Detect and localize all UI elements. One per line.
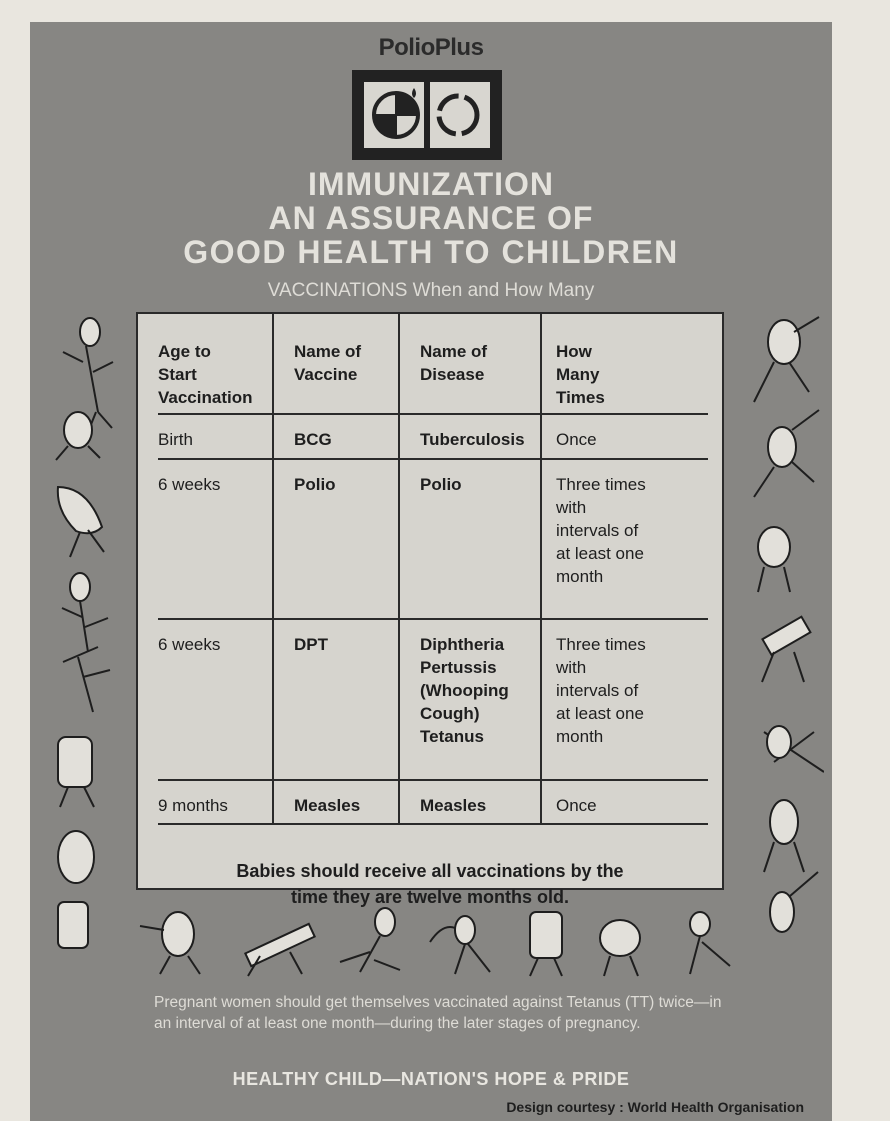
slogan: HEALTHY CHILD—NATION'S HOPE & PRIDE [232,1069,630,1089]
knife-figure-icon [768,427,796,467]
poster [30,22,832,1121]
table-row-4-vaccine: Measles [294,796,361,815]
table-row-4-disease: Measles [420,796,487,815]
left-creature-border [38,312,128,952]
syringe-figure-icon [762,617,810,655]
round-figure-icon [758,527,790,567]
fork-figure-icon [70,573,90,601]
table-row-3-times: Three times with intervals of at least one month [556,635,646,746]
table-row-4-age: 9 months [158,796,228,815]
table-row-4-times: Once [556,796,597,815]
table-row-3-disease: Diphtheria Pertussis (Whooping Cough) Tetanus [420,635,509,746]
table-row-3-vaccine: DPT [294,635,328,654]
header-disease: Name of Disease [420,342,488,384]
spoon-figure-icon [690,912,710,936]
table-row-1-vaccine: BCG [294,430,332,449]
jar-figure-icon [58,902,88,948]
table-note-line-1: Babies should receive all vaccinations by the [236,861,624,881]
round-figure-icon [600,920,640,956]
right-creature-border [734,312,824,952]
pregnancy-note: Pregnant women should get themselves vaccinated against Tetanus (TT) twice—in an interval of at least one month—during the later stages of pregnancy. [154,994,722,1032]
headline-line-1: IMMUNIZATION [307,166,555,202]
design-credit: Design courtesy : World Health Organisation [506,1099,804,1115]
bottle-figure-icon [530,912,562,958]
table-row-1-age: Birth [158,430,193,449]
bottom-creature-border [130,902,750,982]
fork-figure-icon [375,908,395,936]
header-age: Age to Start Vaccination [158,342,253,407]
table-row-2-vaccine: Polio [294,475,336,494]
header-times: How Many Times [556,342,605,407]
pin-figure-icon [768,320,800,364]
table-row-2-times: Three times with intervals of at least one month [556,475,646,586]
table-row-3-age: 6 weeks [158,635,221,654]
syringe-figure-icon [245,924,314,966]
headline-line-3: GOOD HEALTH TO CHILDREN [183,234,679,270]
hammer-figure-icon [770,800,798,844]
spoon-figure-icon [80,318,100,346]
globe-and-cycle-icon [352,70,502,160]
pill-figure-icon [64,412,92,448]
table-row-2-age: 6 weeks [158,475,221,494]
seed-figure-icon [162,912,194,956]
headline-line-2: AN ASSURANCE OF [268,200,594,236]
table-note-line-2: time they are twelve months old. [290,887,570,907]
polioplus-logo [352,70,502,160]
knife-figure-icon [58,487,102,533]
brand-name: PolioPlus [378,34,484,61]
table-row-1-times: Once [556,430,597,449]
table-row-2-disease: Polio [420,475,462,494]
egg-figure-icon [58,831,94,883]
header-vaccine: Name of Vaccine [294,342,362,384]
bottle-figure-icon [58,737,92,787]
subtitle: VACCINATIONS When and How Many [267,280,595,301]
vaccination-table [136,312,724,907]
spoon-figure-icon [770,892,794,932]
table-row-1-disease: Tuberculosis [420,430,525,449]
hammer-figure-icon [63,647,110,712]
